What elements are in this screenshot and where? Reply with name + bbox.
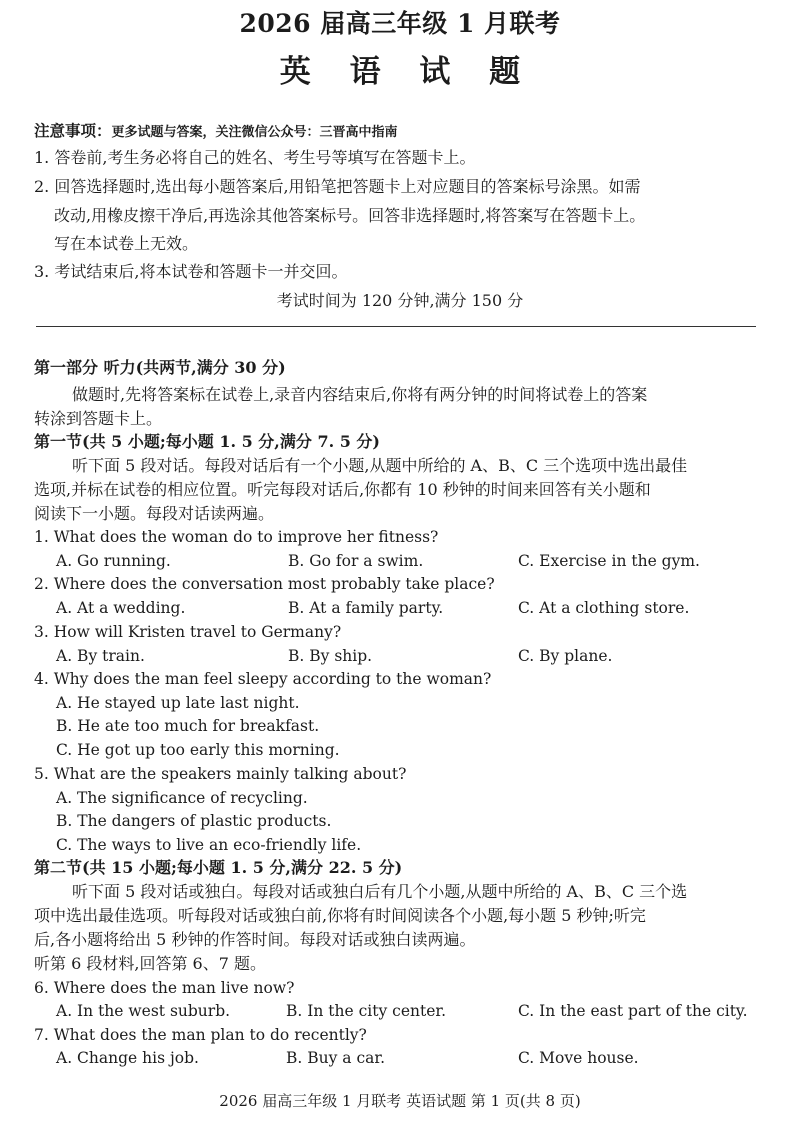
question-4-option-a: A. He stayed up late last night. xyxy=(56,694,300,712)
question-6-option-c: C. In the east part of the city. xyxy=(518,1002,748,1020)
section2-heading: 第二节(共 15 小题;每小题 1. 5 分,满分 22. 5 分) xyxy=(34,858,403,877)
notice-extra: 更多试题与答案，关注微信公众号：三晋高中指南 xyxy=(111,125,398,140)
section1-heading: 第一节(共 5 小题;每小题 1. 5 分,满分 7. 5 分) xyxy=(34,432,380,451)
notice-item-2-line-2: 改动,用橡皮擦干净后,再选涂其他答案标号。回答非选择题时,将答案写在答题卡上。 xyxy=(54,206,646,225)
section1-intro-line-3: 阅读下一小题。每段对话读两遍。 xyxy=(34,504,275,523)
question-5-option-b: B. The dangers of plastic products. xyxy=(56,812,332,830)
section2-intro-line-1: 听下面 5 段对话或独白。每段对话或独白后有几个小题,从题中所给的 A、B、C 三个选 xyxy=(72,882,688,901)
question-6-option-a: A. In the west suburb. xyxy=(56,1002,231,1020)
section2-material: 听第 6 段材料,回答第 6、7 题。 xyxy=(34,954,266,973)
question-4: 4. Why does the man feel sleepy according to the woman? xyxy=(34,670,492,688)
question-1: 1. What does the woman do to improve her fitness? xyxy=(34,528,439,546)
question-6-option-b: B. In the city center. xyxy=(286,1002,447,1020)
notice-item-2-line-3: 写在本试卷上无效。 xyxy=(54,234,199,253)
notice-label: 注意事项： xyxy=(34,121,112,140)
question-3: 3. How will Kristen travel to Germany? xyxy=(34,623,342,641)
page-footer: 2026 届高三年级 1 月联考 英语试题 第 1 页(共 8 页) xyxy=(219,1092,581,1110)
divider xyxy=(36,326,756,327)
question-4-option-b: B. He ate too much for breakfast. xyxy=(56,717,320,735)
notice-item-1: 1. 答卷前,考生务必将自己的姓名、考生号等填写在答题卡上。 xyxy=(34,148,476,167)
question-3-option-b: B. By ship. xyxy=(288,647,373,665)
part1-intro-line-2: 转涂到答题卡上。 xyxy=(34,409,163,428)
question-1-option-a: A. Go running. xyxy=(56,552,171,570)
exam-title: 2026 届高三年级 1 月联考 xyxy=(239,9,561,38)
question-3-option-a: A. By train. xyxy=(56,647,145,665)
question-5-option-c: C. The ways to live an eco-friendly life. xyxy=(56,836,362,854)
section2-intro-line-3: 后,各小题将给出 5 秒钟的作答时间。每段对话或独白读两遍。 xyxy=(34,930,476,949)
question-4-option-c: C. He got up too early this morning. xyxy=(56,741,340,759)
section2-intro-line-2: 项中选出最佳选项。听每段对话或独白前,你将有时间阅读各个小题,每小题 5 秒钟;听完 xyxy=(34,906,646,925)
question-5-option-a: A. The significance of recycling. xyxy=(56,789,308,807)
question-2-option-a: A. At a wedding. xyxy=(56,599,186,617)
section1-intro-line-2: 选项,并标在试卷的相应位置。听完每段对话后,你都有 10 秒钟的时间来回答有关小题和 xyxy=(34,480,651,499)
notice-item-3: 3. 考试结束后,将本试卷和答题卡一并交回。 xyxy=(34,262,348,281)
question-7-option-b: B. Buy a car. xyxy=(286,1049,386,1067)
question-1-option-c: C. Exercise in the gym. xyxy=(518,552,700,570)
question-1-option-b: B. Go for a swim. xyxy=(288,552,424,570)
question-7-option-a: A. Change his job. xyxy=(56,1049,199,1067)
notice-header xyxy=(34,120,766,144)
question-7-option-c: C. Move house. xyxy=(518,1049,639,1067)
part1-heading: 第一部分 听力(共两节,满分 30 分) xyxy=(34,358,286,377)
section1-intro-line-1: 听下面 5 段对话。每段对话后有一个小题,从题中所给的 A、B、C 三个选项中选出最佳 xyxy=(72,456,688,475)
question-6: 6. Where does the man live now? xyxy=(34,979,295,997)
exam-time: 考试时间为 120 分钟,满分 150 分 xyxy=(276,291,524,310)
notice-item-2-line-1: 2. 回答选择题时,选出每小题答案后,用铅笔把答题卡上对应题目的答案标号涂黑。如需 xyxy=(34,177,641,196)
part1-intro-line-1: 做题时,先将答案标在试卷上,录音内容结束后,你将有两分钟的时间将试卷上的答案 xyxy=(72,385,648,404)
question-7: 7. What does the man plan to do recently? xyxy=(34,1026,367,1044)
question-2-option-c: C. At a clothing store. xyxy=(518,599,690,617)
subject-title: 英 语 试 题 xyxy=(279,54,535,90)
question-2-option-b: B. At a family party. xyxy=(288,599,444,617)
question-2: 2. Where does the conversation most probably take place? xyxy=(34,575,495,593)
question-3-option-c: C. By plane. xyxy=(518,647,613,665)
question-5: 5. What are the speakers mainly talking about? xyxy=(34,765,407,783)
